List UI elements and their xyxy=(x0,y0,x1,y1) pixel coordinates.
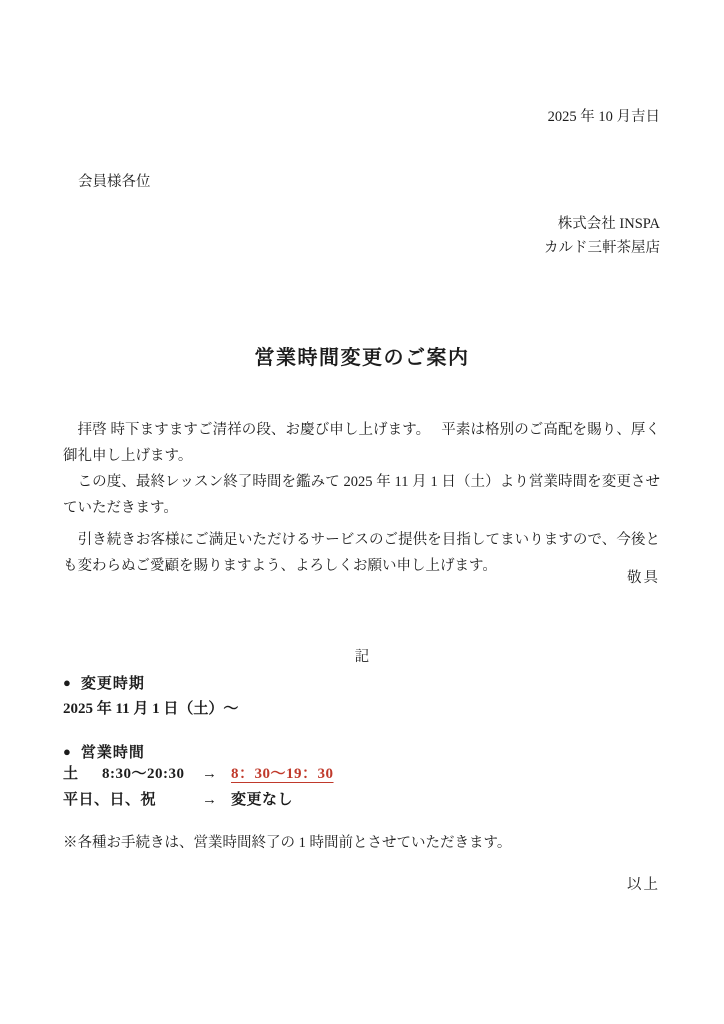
arrow-icon: → xyxy=(202,791,218,808)
record-marker-ki: 記 xyxy=(354,649,370,665)
change-period-heading-label: 変更時期 xyxy=(80,676,145,692)
section-heading-change-period xyxy=(63,670,145,697)
business-hours-heading-label: 営業時間 xyxy=(80,745,145,761)
body-paragraph-3: 引き続きお客様にご満足いただけるサービスのご提供を目指してまいりますので、今後とも変わらぬご愛顧を賜りますよう、よろしくお願い申し上げます。 xyxy=(63,532,660,574)
sender-company: 株式会社 INSPA xyxy=(557,216,660,232)
closing-keigu: 敬具 xyxy=(627,570,660,586)
document-title: 営業時間変更のご案内 xyxy=(254,347,470,369)
bullet-icon: ● xyxy=(63,744,72,759)
old-hours-value: 8:30～20:30 xyxy=(102,766,185,782)
hours-row-saturday xyxy=(63,762,623,788)
end-marker-ijou: 以上 xyxy=(627,877,660,893)
sender-branch: カルド三軒茶屋店 xyxy=(544,240,660,256)
hours-row-weekday xyxy=(63,788,623,814)
hours-old-cell xyxy=(63,762,202,788)
procedure-note: ※各種お手続きは、営業時間終了の 1 時間前とさせていただきます。 xyxy=(63,835,512,851)
document-date: 2025 年 10 月吉日 xyxy=(547,109,660,125)
business-hours-table xyxy=(63,762,623,813)
hours-old-cell xyxy=(63,788,202,814)
bullet-icon: ● xyxy=(63,675,72,690)
recipient-line: 会員様各位 xyxy=(78,174,151,190)
body-block xyxy=(63,417,660,579)
change-period-value: 2025 年 11 月 1 日（土）～ xyxy=(63,701,239,717)
day-label: 土 xyxy=(63,766,79,782)
sender-block xyxy=(544,212,660,260)
body-paragraph-2: この度、最終レッスン終了時間を鑑みて 2025 年 11 月 1 日（土）より営業時間を変更させていただきます。 xyxy=(63,474,660,516)
body-paragraph-1: 拝啓 時下ますますご清祥の段、お慶び申し上げます。 平素は格別のご高配を賜り、厚く御礼申し上げます。 xyxy=(63,422,660,464)
new-hours-value: 変更なし xyxy=(231,791,294,808)
day-label: 平日、日、祝 xyxy=(63,791,157,808)
new-hours-value: 8：30～19：30 xyxy=(231,766,334,782)
arrow-icon: → xyxy=(202,766,218,782)
